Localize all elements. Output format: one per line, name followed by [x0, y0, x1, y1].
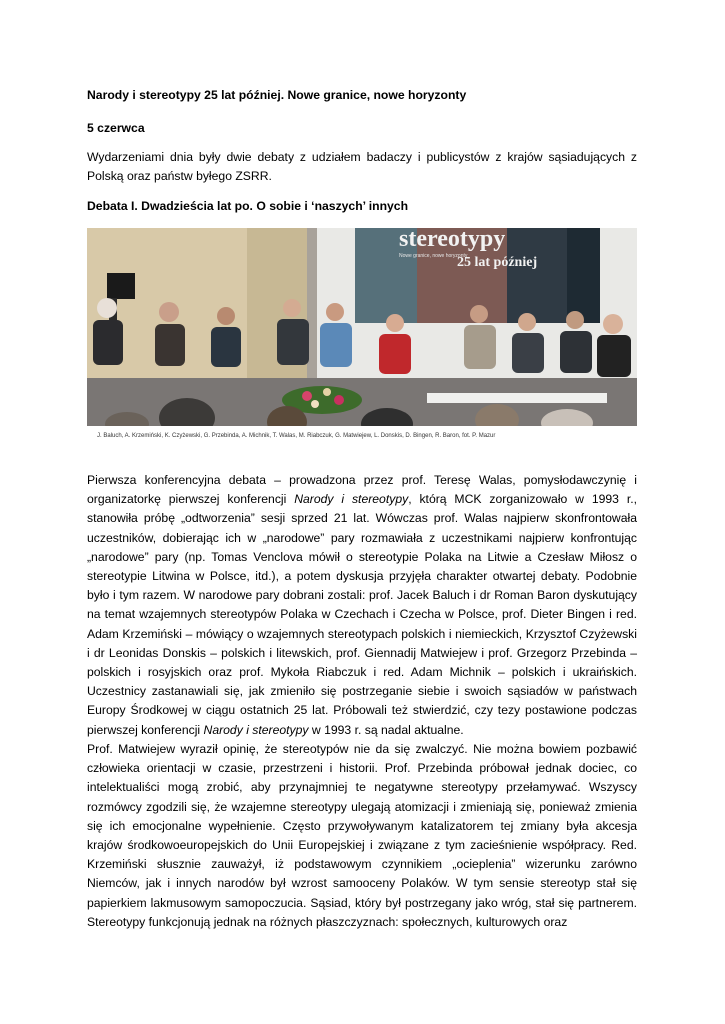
paragraph-2: Prof. Matwiejew wyraził opinię, że stereotypów nie da się zwalczyć. Nie można bowiem pozbawić człowieka orientacji w czasie, przestrzeni i historii. Prof. Przebinda próbował jednak dociec, co intelektualiści mogą zrobić, aby przynajmniej te negatywne stereotypy przełamywać. Wszyscy rozmówcy zgodzili się, że wzajemne stereotypy ulegają atomizacji i zmieniają się, ponieważ zmienia się ich emocjonalne wypełnienie. Często przywoływanym katalizatorem tej zmiany była akcesja krajów środkowoeuropejskich do Unii Europejskiej i związane z tym zacieśnienie współpracy. Red. Krzemiński słusznie zauważył, iż podstawowym czynnikiem „ocieplenia” wizerunku zarówno Niemców, jak i innych narodów był wzrost samooceny Polaków. W tym sensie stereotyp stał się papierkiem lakmusowym samopoczucia. Sąsiad, który był postrzegany jako wróg, stał się partnerem. Stereotypy funkcjonują jednak na różnych płaszczyznach: społecznych, kulturowych oraz [87, 742, 637, 929]
intro-paragraph: Wydarzeniami dnia były dwie debaty z udziałem badaczy i publicystów z krajów sąsiadujących z Polską oraz państw byłego ZSRR. [87, 150, 637, 184]
document-title: Narody i stereotypy 25 lat później. Nowe granice, nowe horyzonty [87, 88, 467, 102]
debate-photo [87, 228, 637, 426]
paragraph-1 [87, 471, 637, 740]
paragraph-1-italic-title-a: Narody i stereotypy [294, 492, 409, 507]
debate-photo-illustration [87, 228, 637, 426]
paragraph-1-italic-title-b: Narody i stereotypy [203, 722, 309, 737]
date-heading: 5 czerwca [87, 121, 145, 135]
banner-word: stereotypy [399, 228, 506, 252]
paragraph-1-text-c: w 1993 r. są nadal aktualne. [308, 722, 464, 737]
banner-years: 25 lat później [457, 255, 538, 270]
photo-caption: J. Baluch, A. Krzemiński, K. Czyżewski, G. Przebinda, A. Michnik, T. Walas, M. Riabczuk, G. Matwiejew, L. Donskis, D. Bingen, R. Baron, fot. P. Mazur [97, 433, 496, 439]
paragraph-1-text-a: Pierwsza konferencyjna debata – prowadzona przez prof. Teresę Walas, pomysłodawczynię i organizatorkę pierwszej konferencji [87, 473, 637, 507]
debate-heading: Debata I. Dwadzieścia lat po. O sobie i ‘naszych’ innych [87, 199, 409, 213]
banner-subtitle: Nowe granice, nowe horyzonty [399, 253, 468, 259]
paragraph-1-text-b: , którą MCK zorganizowało w 1993 r., stanowiła próbę „odtworzenia” sesji sprzed 21 lat. Wówczas prof. Walas najpierw skonfrontowała uczestników, dobierając ich w „narodowe” pary rozmawiała z uczestnikami najpierw konfrontując „narodowe” pary (np. Tomas Venclova mówił o stereotypie Polaka na Litwie a Czesław Miłosz o stereotypie Litwina w Polsce, itd.), a potem dyskusja przyjęła charakter otwartej debaty. Podobnie było i tym razem. W narodowe pary dobrani zostali: prof. Jacek Baluch i dr Roman Baron dyskutujący na temat wzajemnych stereotypów Polaka w Czechach i Czecha w Polsce, prof. Dieter Bingen i red. Adam Krzemiński – mówiący o wzajemnych stereotypach polskich i niemieckich, Krzysztof Czyżewski i dr Leonidas Donskis – polskich i litewskich, prof. Giennadij Matwiejew i prof. Grzegorz Przebinda – polskich i rosyjskich oraz prof. Mykoła Riabczuk i red. Adam Michnik – polskich i ukraińskich. Uczestnicy zastanawiali się, jak zmieniło się postrzeganie siebie i swoich sąsiadów w państwach Europy Środkowej w ciągu ostatnich 25 lat. Próbowali też stwierdzić, czy tezy postawione podczas pierwszej konferencji [87, 492, 637, 737]
